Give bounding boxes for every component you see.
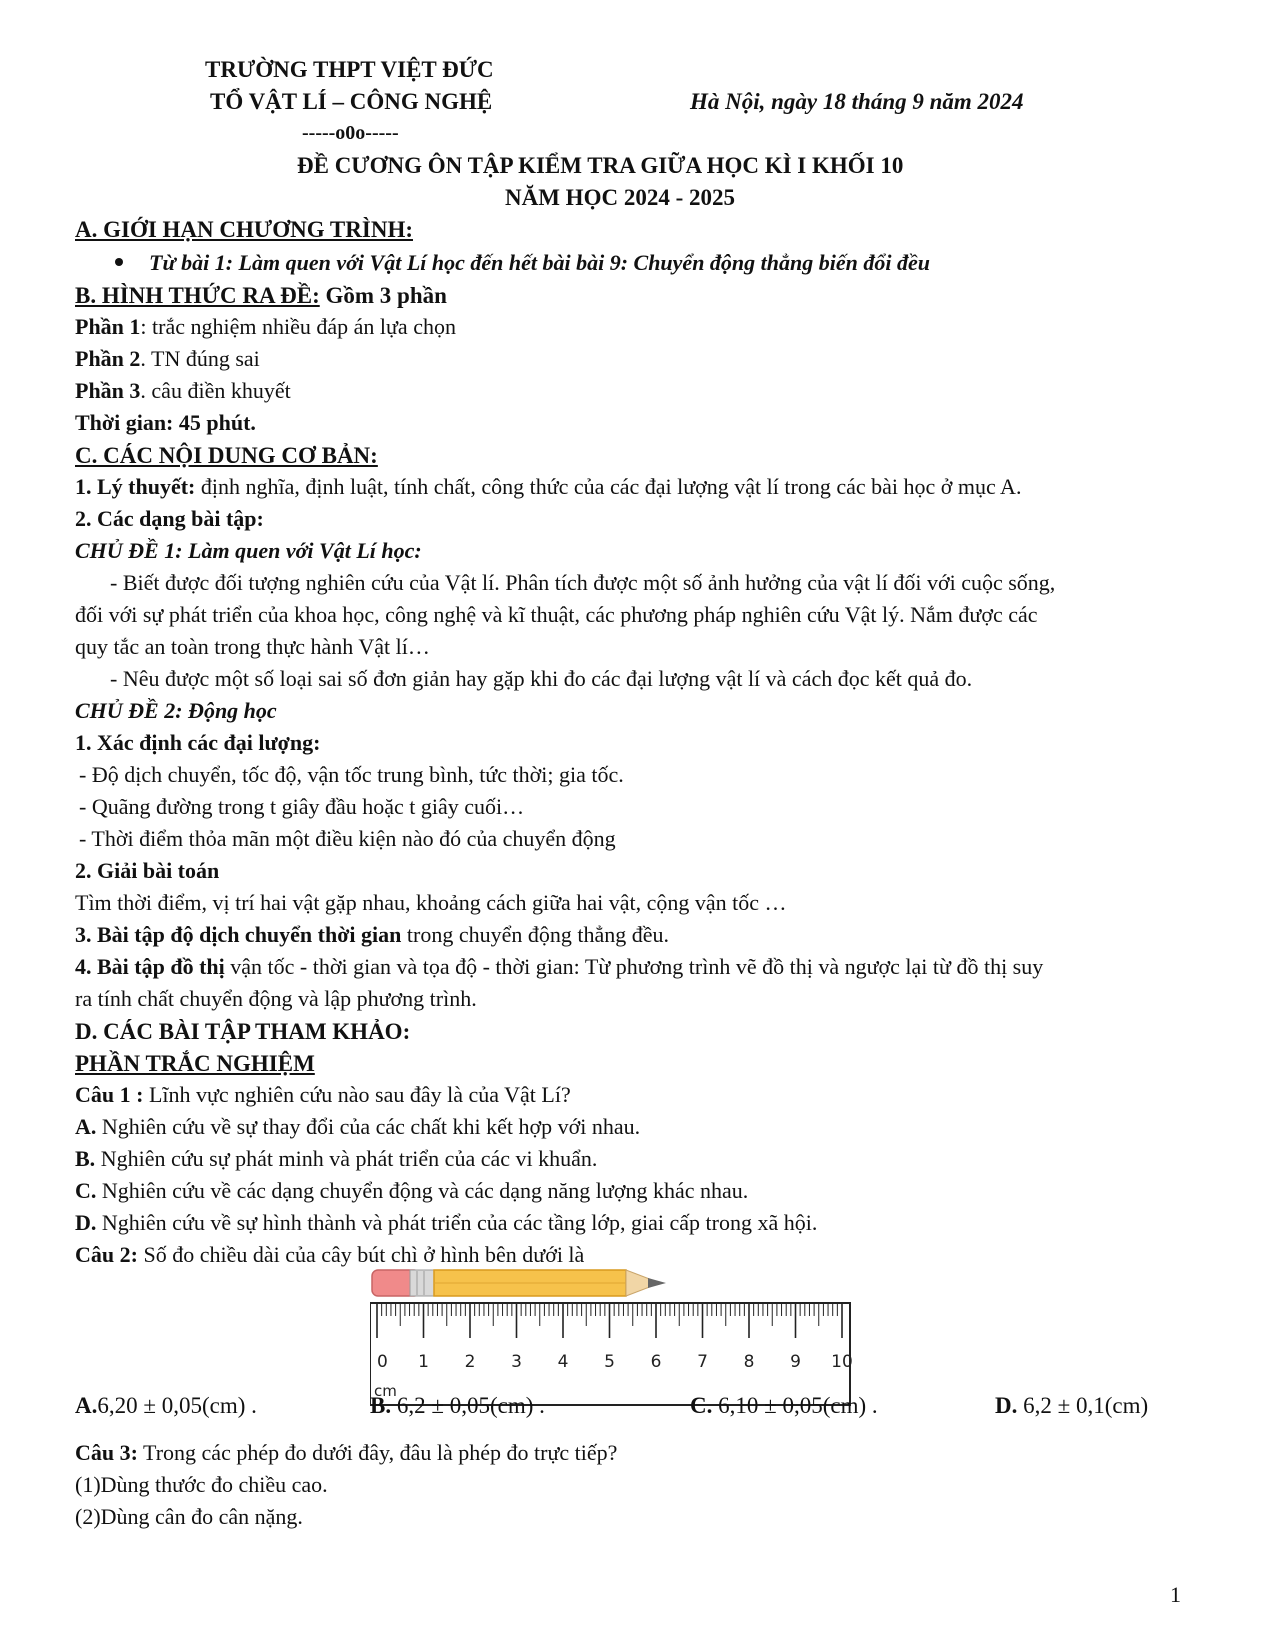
document-title: ĐỀ CƯƠNG ÔN TẬP KIỂM TRA GIỮA HỌC KÌ I KHỐI 10	[297, 153, 904, 178]
ruler-label: 2	[464, 1352, 476, 1372]
topic-1-line-4: - Nêu được một số loại sai số đơn giản hay gặp khi đo các đại lượng vật lí và cách đọc kết quả đo.	[110, 666, 973, 691]
option-text: 6,2 ± 0,1(cm)	[1023, 1393, 1149, 1418]
header-separator: -----o0o-----	[302, 122, 399, 144]
topic-1-line-2: đối với sự phát triển của khoa học, công nghệ và kĩ thuật, các phương pháp nghiên cứu Vật lý. Nắm được các	[75, 602, 1038, 627]
q3-item-2: (2)Dùng cân đo cân nặng.	[75, 1504, 303, 1529]
option-letter: C.	[690, 1393, 713, 1418]
item-1-line-1: - Độ dịch chuyển, tốc độ, vận tốc trung bình, tức thời; gia tốc.	[79, 762, 624, 787]
q1-option-b	[75, 1148, 597, 1170]
ruler	[370, 1303, 853, 1405]
theory-label: 1. Lý thuyết:	[75, 474, 196, 499]
question-text: Lĩnh vực nghiên cứu nào sau đây là của Vật Lí?	[143, 1082, 571, 1107]
exam-time: Thời gian: 45 phút.	[75, 410, 256, 435]
ruler-label: 5	[604, 1352, 615, 1372]
part-1-line	[75, 316, 456, 338]
item-1-label: 1. Xác định các đại lượng:	[75, 730, 321, 755]
part-text: : trắc nghiệm nhiều đáp án lựa chọn	[140, 314, 456, 339]
topic-1-title: CHỦ ĐỀ 1: Làm quen với Vật Lí học:	[75, 538, 422, 563]
option-letter: A.	[75, 1114, 97, 1139]
part-text: . TN đúng sai	[140, 346, 260, 371]
question-2	[75, 1244, 584, 1266]
q2-option-d	[995, 1394, 1148, 1417]
document-subtitle: NĂM HỌC 2024 - 2025	[505, 185, 735, 210]
option-text: 6,2 ± 0,05(cm) .	[396, 1393, 545, 1418]
q3-item-1: (1)Dùng thước đo chiều cao.	[75, 1472, 328, 1497]
item-3-label: 3. Bài tập độ dịch chuyển thời gian	[75, 922, 402, 947]
ruler-label: 0	[377, 1352, 388, 1372]
part-3-line	[75, 380, 291, 402]
question-1	[75, 1084, 571, 1106]
ruler-unit: cm	[374, 1382, 397, 1400]
item-4-line	[75, 956, 1043, 978]
item-4-label: 4. Bài tập đồ thị	[75, 954, 225, 979]
option-letter: D.	[75, 1210, 97, 1235]
theory-text: định nghĩa, định luật, tính chất, công thức của các đại lượng vật lí trong các bài học ở mục A.	[195, 474, 1022, 499]
theory-line	[75, 476, 1021, 498]
ruler-label: 4	[557, 1352, 569, 1372]
part-2-line	[75, 348, 260, 370]
option-letter: B.	[370, 1393, 392, 1418]
part-text: . câu điền khuyết	[140, 378, 291, 403]
question-label: Câu 3:	[75, 1440, 138, 1465]
ruler-label: 7	[697, 1352, 708, 1372]
section-b-heading: B. HÌNH THỨC RA ĐỀ:	[75, 283, 320, 308]
topic-2-title: CHỦ ĐỀ 2: Động học	[75, 698, 277, 723]
option-letter: B.	[75, 1146, 96, 1171]
section-b-heading-line	[75, 284, 447, 307]
q2-option-a	[75, 1394, 257, 1417]
q1-option-a	[75, 1116, 640, 1138]
section-a-bullet	[115, 252, 930, 274]
part-label: Phần 2	[75, 346, 141, 371]
ruler-label: 9	[790, 1352, 801, 1372]
item-4-line-2: ra tính chất chuyển động và lập phương trình.	[75, 986, 477, 1011]
item-1-line-2: - Quãng đường trong t giây đầu hoặc t giây cuối…	[79, 794, 525, 819]
option-letter: C.	[75, 1178, 97, 1203]
item-4-text: vận tốc - thời gian và tọa độ - thời gian: Từ phương trình vẽ đồ thị và ngược lại từ đồ thị suy	[224, 954, 1044, 979]
ruler-label: 3	[511, 1352, 522, 1372]
option-letter: A.	[75, 1393, 98, 1418]
school-name: TRƯỜNG THPT VIỆT ĐỨC	[205, 57, 494, 82]
ruler-label: 8	[743, 1352, 755, 1372]
question-label: Câu 1 :	[75, 1082, 144, 1107]
ruler-label: 1	[418, 1352, 429, 1372]
question-label: Câu 2:	[75, 1242, 138, 1267]
topic-1-line-1: - Biết được đối tượng nghiên cứu của Vật lí. Phân tích được một số ảnh hưởng của vật lí đối với cuộc sống,	[110, 570, 1056, 595]
option-letter: D.	[995, 1393, 1018, 1418]
section-b-heading-suffix: Gồm 3 phần	[319, 283, 447, 308]
section-d-subheading: PHẦN TRẮC NGHIỆM	[75, 1051, 315, 1076]
bullet-icon	[115, 258, 123, 266]
ruler-label: 10	[831, 1352, 853, 1372]
item-1-line-3: - Thời điểm thỏa mãn một điều kiện nào đó của chuyển động	[79, 826, 616, 851]
item-3-text: trong chuyển động thẳng đều.	[401, 922, 669, 947]
option-text: Nghiên cứu về sự thay đổi của các chất khi kết hợp với nhau.	[96, 1114, 641, 1139]
document-date: Hà Nội, ngày 18 tháng 9 năm 2024	[690, 89, 1024, 114]
section-a-bullet-text: Từ bài 1: Làm quen với Vật Lí học đến hết bài bài 9: Chuyển động thẳng biến đổi đều	[149, 250, 930, 275]
q1-option-d	[75, 1212, 817, 1234]
item-3-line	[75, 924, 669, 946]
option-text: 6,10 ± 0,05(cm) .	[718, 1393, 878, 1418]
department-name: TỔ VẬT LÍ – CÔNG NGHỆ	[210, 89, 493, 114]
part-label: Phần 1	[75, 314, 141, 339]
exercise-label: 2. Các dạng bài tập:	[75, 506, 264, 531]
part-label: Phần 3	[75, 378, 141, 403]
q2-option-b	[370, 1394, 545, 1417]
section-a-heading: A. GIỚI HẠN CHƯƠNG TRÌNH:	[75, 217, 413, 242]
ruler-label: 6	[650, 1352, 662, 1372]
q1-option-c	[75, 1180, 748, 1202]
section-d-heading: D. CÁC BÀI TẬP THAM KHẢO:	[75, 1019, 411, 1044]
option-text: Nghiên cứu sự phát minh và phát triển của các vi khuẩn.	[95, 1146, 598, 1171]
q2-option-c	[690, 1394, 878, 1417]
topic-1-line-3: quy tắc an toàn trong thực hành Vật lí…	[75, 634, 430, 659]
question-text: Số đo chiều dài của cây bút chì ở hình bên dưới là	[137, 1242, 585, 1267]
option-text: Nghiên cứu về sự hình thành và phát triển của các tầng lớp, giai cấp trong xã hội.	[96, 1210, 818, 1235]
option-text: 6,20 ± 0,05(cm) .	[97, 1393, 257, 1418]
page-number: 1	[1170, 1582, 1181, 1607]
question-text: Trong các phép đo dưới đây, đâu là phép đo trực tiếp?	[137, 1440, 618, 1465]
item-2-label: 2. Giải bài toán	[75, 858, 220, 883]
section-c-heading: C. CÁC NỘI DUNG CƠ BẢN:	[75, 443, 378, 468]
pencil-icon	[372, 1270, 666, 1296]
question-3	[75, 1442, 617, 1464]
item-2-text: Tìm thời điểm, vị trí hai vật gặp nhau, khoảng cách giữa hai vật, cộng vận tốc …	[75, 890, 787, 915]
option-text: Nghiên cứu về các dạng chuyển động và các dạng năng lượng khác nhau.	[96, 1178, 749, 1203]
